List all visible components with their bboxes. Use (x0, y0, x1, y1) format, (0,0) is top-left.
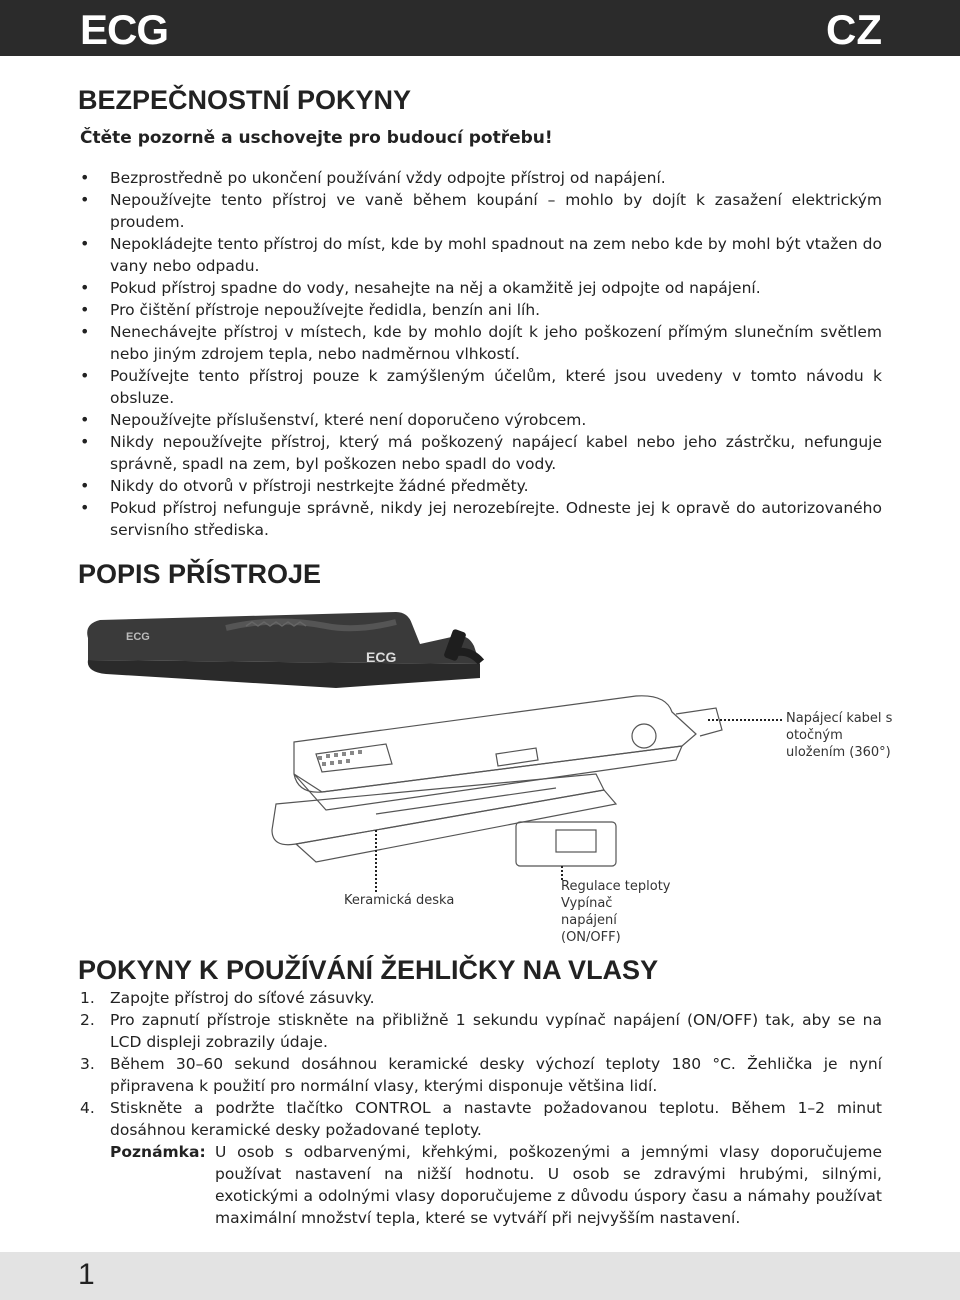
footer-bar (0, 1252, 960, 1300)
list-item: • Nepokládejte tento přístroj do míst, kde by mohl spadnout na zem nebo kde by mohl být vtažen do vany nebo odpadu. (80, 233, 882, 277)
brand-logo: ECG (80, 6, 169, 53)
device-logo-small: ECG (126, 631, 150, 643)
page-number: 1 (78, 1258, 95, 1291)
safety-title: BEZPEČNOSTNÍ POKYNY (78, 85, 412, 115)
usage-steps (80, 987, 882, 1141)
callout-power: Vypínač napájení (ON/OFF) (561, 896, 621, 945)
language-code: CZ (826, 6, 882, 53)
step-text: Během 30–60 sekund dosáhnou keramické desky výchozí teploty 180 °C. Žehlička je nyní připravena k použití pro normální vlasy, kterými disponuje většina lidí. (110, 1055, 882, 1095)
step-text: Stiskněte a podržte tlačítko CONTROL a nastavte požadovanou teplotu. Během 1–2 minut dosáhnou keramické desky požadované teploty. (110, 1099, 882, 1139)
step-text: Zapojte přístroj do síťové zásuvky. (110, 989, 375, 1007)
straightener-drawing (76, 604, 896, 934)
step-number: 3. (80, 1055, 95, 1073)
step-number: 2. (80, 1011, 95, 1029)
header-bar (0, 0, 960, 56)
list-item (80, 987, 882, 1009)
safety-list (80, 167, 882, 541)
callout-cable: Napájecí kabel s otočným uložením (360°) (786, 711, 893, 760)
list-item: • Nenechávejte přístroj v místech, kde by mohlo dojít k jeho poškození přímým slunečním světlem nebo jiným zdrojem tepla, nebo nadměrnou vlhkostí. (80, 321, 882, 365)
list-item: • Pro čištění přístroje nepoužívejte ředidla, benzín ani líh. (80, 299, 882, 321)
list-item: • Nepoužívejte příslušenství, které není doporučeno výrobcem. (80, 409, 882, 431)
list-item: • Nikdy nepoužívejte přístroj, který má poškozený napájecí kabel nebo jeho zástrčku, nefunguje správně, spadl na zem, byl poškozen nebo spadl do vody. (80, 431, 882, 475)
list-item: • Bezprostředně po ukončení používání vždy odpojte přístroj od napájení. (80, 167, 882, 189)
usage-title: POKYNY K POUŽÍVÁNÍ ŽEHLIČKY NA VLASY (78, 955, 659, 985)
list-item (80, 1097, 882, 1141)
list-item: • Pokud přístroj nefunguje správně, nikdy jej nerozebírejte. Odneste jej k opravě do autorizovaného servisního střediska. (80, 497, 882, 541)
list-item: • Pokud přístroj spadne do vody, nesahejte na něj a okamžitě jej odpojte od napájení. (80, 277, 882, 299)
device-logo: ECG (366, 649, 397, 665)
safety-subtitle: Čtěte pozorně a uschovejte pro budoucí potřebu! (80, 128, 553, 148)
list-item (80, 1053, 882, 1097)
list-item: • Nikdy do otvorů v přístroji nestrkejte žádné předměty. (80, 475, 882, 497)
description-title: POPIS PŘÍSTROJE (78, 559, 322, 589)
usage-note (110, 1141, 882, 1229)
step-number: 4. (80, 1099, 95, 1117)
device-illustration (76, 604, 896, 934)
step-text: Pro zapnutí přístroje stiskněte na přibližně 1 sekundu vypínač napájení (ON/OFF) tak, aby se na LCD displeji zobrazily údaje. (110, 1011, 882, 1051)
list-item: • Nepoužívejte tento přístroj ve vaně během koupání – mohlo by dojít k zasažení elektrickým proudem. (80, 189, 882, 233)
list-item (80, 1009, 882, 1053)
step-number: 1. (80, 989, 95, 1007)
callout-temp: Regulace teploty (561, 879, 671, 894)
callout-plate: Keramická deska (344, 893, 455, 908)
list-item: • Používejte tento přístroj pouze k zamýšleným účelům, které jsou uvedeny v tomto návodu k obsluze. (80, 365, 882, 409)
note-text: U osob s odbarvenými, křehkými, poškozenými a jemnými vlasy doporučujeme používat nastavení na nižší hodnotu. U osob se zdravými hrubými, silnými, exotickými a odolnými vlasy doporučujeme z důvodu úspory času a námahy používat maximální množství tepla, které se vytváří při nejvyšším nastavení. (215, 1143, 882, 1227)
note-label: Poznámka: (110, 1143, 206, 1161)
